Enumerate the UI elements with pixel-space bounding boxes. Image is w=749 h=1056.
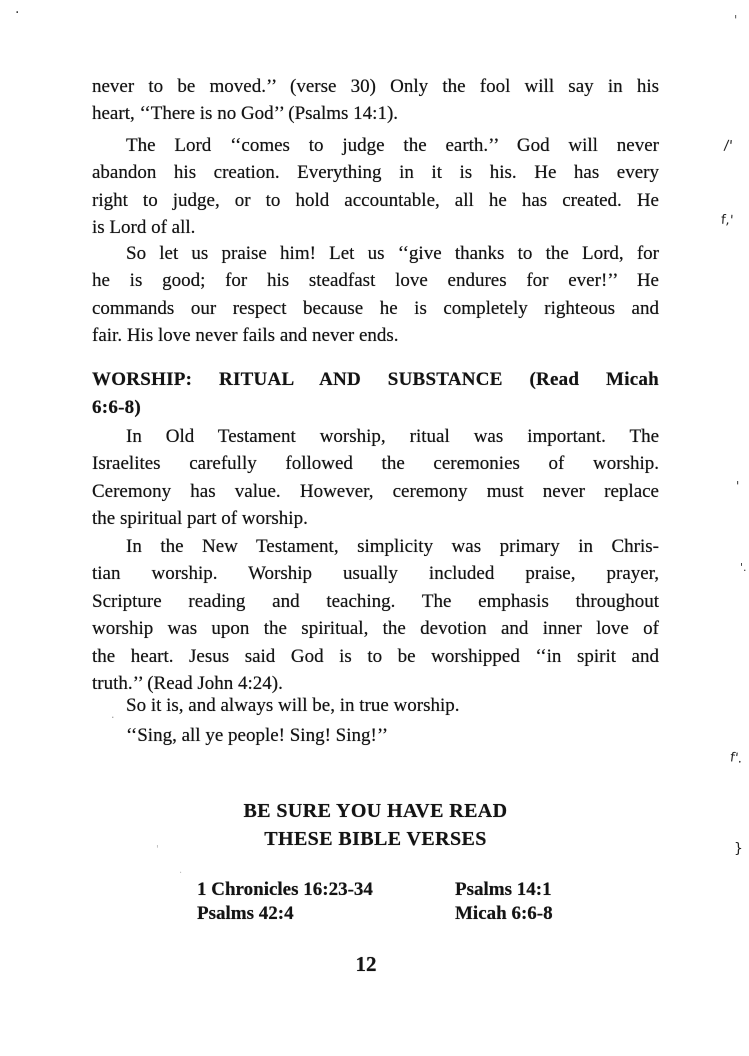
scan-artifact: ' <box>156 844 159 855</box>
text-line: right to judge, or to hold accountable, all he has created. He <box>92 189 659 211</box>
scan-artifact: /' <box>723 137 734 155</box>
text-line: tian worship. Worship usually included praise, prayer, <box>92 563 659 585</box>
verse-reference: Psalms 42:4 <box>197 903 294 924</box>
read-reminder-line: BE SURE YOU HAVE READ <box>243 800 508 822</box>
text-line: Israelites carefully followed the ceremonies of worship. <box>92 453 659 475</box>
body-paragraph <box>92 722 659 749</box>
scan-artifact: } <box>734 841 743 857</box>
scan-artifact: f,' <box>720 212 734 229</box>
text-line: heart, ‘‘There is no God’’ (Psalms 14:1). <box>92 103 399 125</box>
text-line: Scripture reading and teaching. The emphasis throughout <box>92 590 659 612</box>
text-line: he is good; for his steadfast love endures for ever!’’ He <box>92 270 659 292</box>
verse-reference: Micah 6:6-8 <box>455 903 553 924</box>
section-heading <box>92 366 659 422</box>
read-reminder-line: THESE BIBLE VERSES <box>264 828 487 850</box>
body-paragraph <box>92 132 659 242</box>
heading-line: WORSHIP: RITUAL AND SUBSTANCE (Read Micah <box>92 369 659 390</box>
scan-artifact: '. <box>740 561 747 574</box>
text-line: the spiritual part of worship. <box>92 508 308 530</box>
text-line: abandon his creation. Everything in it is his. He has every <box>92 162 659 184</box>
text-line: truth.’’ (Read John 4:24). <box>92 673 283 695</box>
verse-reference: Psalms 14:1 <box>455 879 552 900</box>
scan-artifact: ' <box>736 479 740 493</box>
body-paragraph <box>92 73 659 128</box>
scan-artifact: · <box>15 5 20 21</box>
body-paragraph <box>92 423 659 533</box>
scan-artifact: ' <box>734 13 738 27</box>
text-line: worship was upon the spiritual, the devotion and inner love of <box>92 618 659 640</box>
text-line: fair. His love never fails and never ends. <box>92 325 399 347</box>
text-line: Ceremony has value. However, ceremony must never replace <box>92 480 659 502</box>
scan-artifact: · <box>179 868 183 879</box>
verse-reference: 1 Chronicles 16:23-34 <box>197 879 373 900</box>
text-line: In Old Testament worship, ritual was important. The <box>126 426 659 447</box>
text-line: commands our respect because he is completely righteous and <box>92 297 659 319</box>
page-number: 12 <box>355 952 377 976</box>
body-paragraph <box>92 692 659 719</box>
text-line: In the New Testament, simplicity was primary in Chris- <box>126 536 659 557</box>
text-line: So it is, and always will be, in true worship. <box>126 695 460 716</box>
text-line: never to be moved.’’ (verse 30) Only the fool will say in his <box>92 76 659 97</box>
text-line: So let us praise him! Let us ‘‘give thanks to the Lord, for <box>126 243 659 264</box>
text-line: The Lord ‘‘comes to judge the earth.’’ God will never <box>126 135 659 156</box>
body-paragraph <box>92 240 659 350</box>
heading-line: 6:6-8) <box>92 397 141 418</box>
text-line: is Lord of all. <box>92 217 196 239</box>
text-line: ‘‘Sing, all ye people! Sing! Sing!’’ <box>126 725 389 746</box>
scan-artifact: · <box>111 711 115 724</box>
body-paragraph <box>92 533 659 697</box>
read-reminder <box>92 797 659 853</box>
scan-artifact: f'. <box>729 750 744 767</box>
text-line: the heart. Jesus said God is to be worshipped ‘‘in spirit and <box>92 645 659 667</box>
